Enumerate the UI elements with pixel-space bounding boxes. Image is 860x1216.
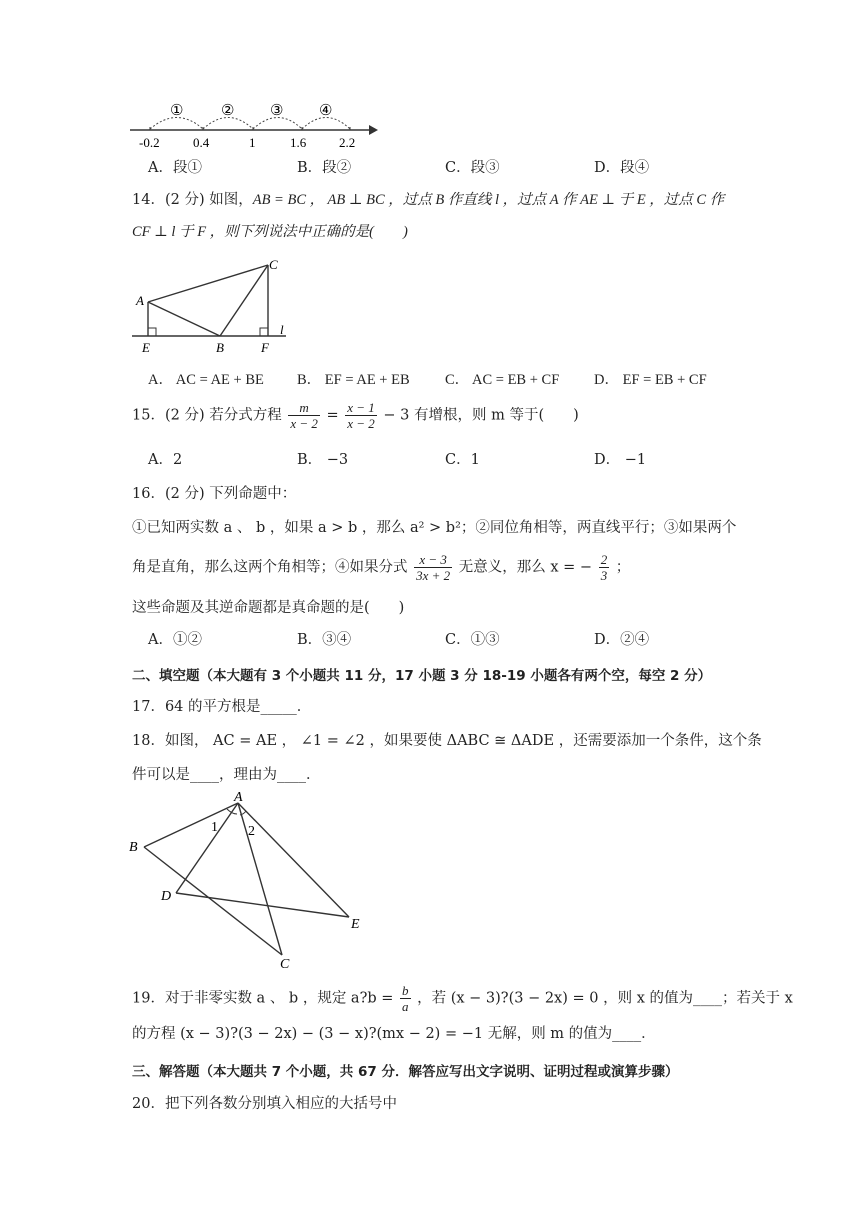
question-20: 20．把下列各数分别填入相应的大括号中	[132, 1096, 397, 1112]
fraction: $\frac{b}{a}$	[402, 983, 409, 1014]
option-c[interactable]: C． AC = EB + CF	[445, 372, 560, 388]
angle-label-1: 1	[211, 820, 218, 835]
option-c[interactable]: C．①③	[445, 632, 500, 648]
section-heading: 三、解答题（本大题共 7 个小题，共 67 分．解答应写出文字说明、证明过程或演算步骤）	[132, 1064, 679, 1080]
segment-label: ③	[270, 103, 284, 119]
question-15-prefix: 15．(2 分) 若分式方程	[132, 407, 282, 424]
option-d[interactable]: D．②④	[594, 632, 650, 648]
fraction: $\frac{x - 3}{3x + 2}$	[416, 552, 451, 583]
tick-label: -0.2	[139, 135, 160, 150]
option-d[interactable]: D．段④	[594, 160, 650, 176]
question-17: 17．64 的平方根是_____．	[132, 699, 312, 715]
label-b: B	[129, 840, 138, 855]
tick-label: 0.4	[193, 135, 210, 150]
option-b[interactable]: B．段②	[297, 160, 352, 176]
option-a[interactable]: A．段①	[148, 160, 202, 176]
tick-label: 1.6	[290, 135, 307, 150]
equals-sign: =	[326, 407, 339, 424]
option-b[interactable]: B．③④	[297, 632, 352, 648]
label-e: E	[142, 340, 150, 355]
label-f: F	[261, 340, 269, 355]
section-heading: 二、填空题（本大题有 3 个小题共 11 分，17 小题 3 分 18-19 小题各有两个空，每空 2 分）	[132, 668, 712, 684]
segment-label: ①	[170, 103, 184, 119]
tick-label: 1	[249, 135, 256, 150]
question-14-line2: CF ⊥ l 于 F ，则下列说法中正确的是( )	[132, 224, 408, 240]
label-e: E	[351, 917, 360, 932]
question-18-line1: 18．如图， AC = AE ， ∠1 = ∠2 ，如果要使 ΔABC ≅ ΔADE ，还需要添加一个条件，这个条	[132, 733, 762, 749]
tick-label: 2.2	[339, 135, 356, 150]
label-b: B	[216, 340, 224, 355]
triangle-figure-q18	[125, 790, 370, 972]
option-d[interactable]: D． EF = EB + CF	[594, 372, 707, 388]
label-a: A	[234, 790, 243, 805]
number-line-figure	[125, 98, 380, 154]
fraction: $\frac{m}{x - 2}$	[290, 400, 318, 431]
option-d[interactable]: D． −1	[594, 452, 647, 468]
option-a[interactable]: A．2	[148, 452, 183, 468]
option-c[interactable]: C．1	[445, 452, 480, 468]
question-16-line1: ①已知两实数 a 、 b ，如果 a > b ，那么 a² > b²；②同位角相等，两直线平行；③如果两个	[132, 520, 737, 536]
triangle-figure-q14	[128, 252, 293, 356]
question-19-line2: 的方程 (x − 3)?(3 − 2x) − (3 − x)?(mx − 2) = −1 无解，则 m 的值为____．	[132, 1026, 656, 1042]
question-19-line1: 19．对于非零实数 a 、 b ，规定 a?b = $\frac{b}{a}$ ，若 (x − 3)?(3 − 2x) = 0 ，则 x 的值为____；若关于 x	[132, 983, 793, 1014]
fraction: $\frac{2}{3}$	[600, 552, 608, 583]
segment-label: ②	[221, 103, 235, 119]
question-16-line2: 角是直角，那么这两个角相等；④如果分式 $\frac{x - 3}{3x + 2}$ 无意义，那么 x = − $\frac{2}{3}$ ；	[132, 552, 631, 583]
question-15	[132, 400, 579, 431]
option-a[interactable]: A．①②	[148, 632, 202, 648]
fraction: $\frac{x - 1}{x - 2}$	[347, 400, 375, 431]
segment-label: ④	[319, 103, 333, 119]
option-a[interactable]: A． AC = AE + BE	[148, 372, 264, 388]
label-d: D	[161, 889, 172, 904]
question-16-stem: 16．(2 分) 下列命题中：	[132, 486, 297, 502]
question-14-prefix: 14．(2 分) 如图，	[132, 192, 253, 208]
option-c[interactable]: C．段③	[445, 160, 500, 176]
label-c: C	[269, 257, 278, 272]
question-14-line1	[132, 190, 724, 210]
label-l: l	[280, 322, 284, 337]
question-15-suffix: − 3 有增根，则 m 等于( )	[383, 407, 579, 424]
option-b[interactable]: B． −3	[297, 452, 349, 468]
angle-label-2: 2	[248, 824, 255, 839]
label-a: A	[136, 293, 144, 308]
question-16-line3: 这些命题及其逆命题都是真命题的是( )	[132, 600, 405, 616]
option-b[interactable]: B． EF = AE + EB	[297, 372, 410, 388]
question-14-math: AB = BC ， AB ⊥ BC ，过点 B 作直线 l ，过点 A 作 AE ⊥ 于 E ，过点 C 作	[252, 192, 725, 208]
question-18-line2: 件可以是____，理由为____．	[132, 767, 321, 783]
label-c: C	[280, 957, 290, 972]
